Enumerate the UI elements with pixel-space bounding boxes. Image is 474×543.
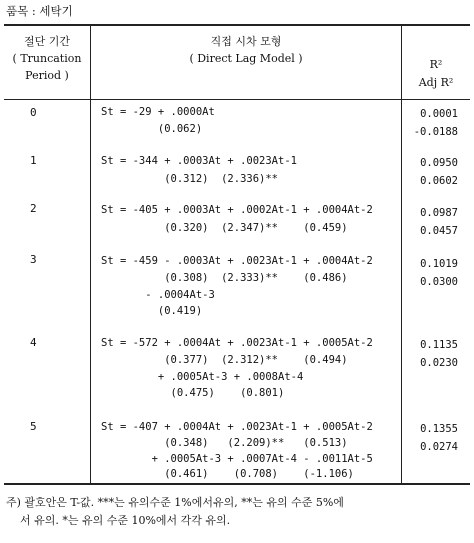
model-line: (0.348) (2.209)** (0.513)	[101, 437, 348, 449]
header-model-korean: 직접 시차 모형	[210, 35, 282, 48]
adj-r2-value: 0.0230	[420, 357, 458, 369]
footnote-line-2: 서 유의. *는 유의 수준 10%에서 각각 유의.	[6, 514, 231, 527]
row-period: 2	[30, 202, 37, 215]
model-line: St = -29 + .0000At	[101, 106, 215, 118]
model-line: St = -405 + .0003At + .0002At-1 + .0004At-2	[101, 204, 373, 216]
model-line: (0.377) (2.312)** (0.494)	[101, 354, 348, 366]
header-period-korean: 절단 기간	[23, 35, 70, 48]
model-line: + .0005At-3 + .0007At-4 - .0011At-5	[101, 453, 373, 465]
adj-r2-value: 0.0274	[420, 441, 458, 453]
header-model-english: ( Direct Lag Model )	[189, 52, 303, 65]
model-line: (0.312) (2.336)**	[101, 173, 279, 185]
item-label: 품목 : 세탁기	[6, 4, 73, 18]
row-period: 5	[30, 420, 37, 433]
r2-value: 0.0987	[420, 207, 458, 219]
column-divider-left	[90, 25, 91, 484]
model-line: (0.475) (0.801)	[101, 387, 285, 399]
row-period: 4	[30, 336, 37, 349]
model-line: (0.320) (2.347)** (0.459)	[101, 222, 348, 234]
model-line: St = -344 + .0003At + .0023At-1	[101, 155, 297, 167]
adj-r2-value: 0.0457	[420, 225, 458, 237]
header-r2: R²	[429, 58, 443, 71]
header-period-english-2: Period )	[25, 69, 69, 82]
model-line: + .0005At-3 + .0008At-4	[101, 371, 304, 383]
model-line: - .0004At-3	[101, 289, 215, 301]
adj-r2-value: 0.0602	[420, 175, 458, 187]
column-divider-right	[401, 25, 402, 484]
header-adj-r2: Adj R²	[418, 76, 454, 89]
model-line: St = -407 + .0004At + .0023At-1 + .0005At-2	[101, 421, 373, 433]
r2-value: 0.0001	[420, 108, 458, 120]
model-line: (0.062)	[101, 123, 203, 135]
adj-r2-value: 0.0300	[420, 276, 458, 288]
row-period: 3	[30, 253, 37, 266]
footnote-line-1: 주) 괄호안은 T-값. ***는 유의수준 1%에서유의, **는 유의 수준 5%에	[6, 496, 344, 509]
r2-value: 0.1135	[420, 339, 458, 351]
model-line: (0.419)	[101, 305, 203, 317]
header-period-english: ( Truncation	[12, 52, 82, 65]
r2-value: 0.1019	[420, 258, 458, 270]
row-period: 1	[30, 154, 37, 167]
model-line: (0.308) (2.333)** (0.486)	[101, 272, 348, 284]
model-line: (0.461) (0.708) (-1.106)	[101, 468, 354, 480]
model-line: St = -572 + .0004At + .0023At-1 + .0005At-2	[101, 337, 373, 349]
r2-value: 0.1355	[420, 423, 458, 435]
model-line: St = -459 - .0003At + .0023At-1 + .0004At-2	[101, 255, 373, 267]
adj-r2-value: -0.0188	[413, 126, 458, 138]
r2-value: 0.0950	[420, 157, 458, 169]
row-period: 0	[30, 106, 37, 119]
